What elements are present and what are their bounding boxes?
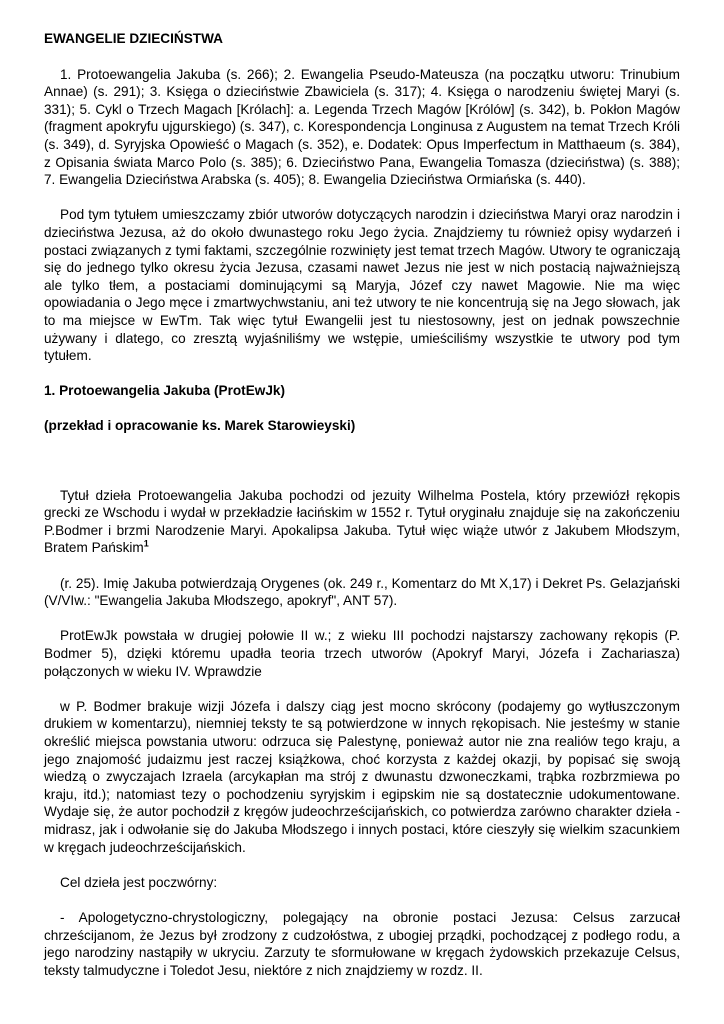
document-title: EWANGELIE DZIECIŃSTWA [44,31,223,46]
section-heading: 1. Protoewangelia Jakuba (ProtEwJk) [44,383,285,399]
body-paragraph-purpose: Cel dzieła jest poczwórny: [60,874,218,890]
body-paragraph-name-confirmation: (r. 25). Imię Jakuba potwierdzają Orygenes (ok. 249 r., Komentarz do Mt X,17) i Dekret Ps. Gelazjański (V/VIw.: "Ewangelia Jakuba Młodszego, apokryf", ANT 57). [44,575,680,609]
contents-paragraph: 1. Protoewangelia Jakuba (s. 266); 2. Ewangelia Pseudo-Mateusza (na początku utworu: Trinubium Annae) (s. 291); 3. Księga o dzieciństwie Zbawiciela (s. 317); 4. Księga o narodzeniu świętej Maryi (s. 331); 5. Cykl o Trzech Magach [Królach]: a. Legenda Trzech Magów [Królów] (s. 342), b. Pokłon Magów (fragment apokryfu ujgurskiego) (s. 347), c. Korespondencja Longinusa z Augustem na temat Trzech Króli (s. 349), d. Syryjska Opowieść o Magach (s. 352), e. Dodatek: Opus Imperfectum in Matthaeum (s. 384), z Opisania świata Marco Polo (s. 385); 6. Dzieciństwo Pana, Ewangelia Tomasza (dzieciństwa) (s. 388); 7. Ewangelia Dzieciństwa Arabska (s. 405); 8. Ewangelia Dzieciństwa Ormiańska (s. 440). [44,66,680,188]
body-paragraph-text: Tytuł dzieła Protoewangelia Jakuba pochodzi od jezuity Wilhelma Postela, który przewiózł rękopis grecki ze Wschodu i wydał w przekładzie łacińskim w 1552 r. Tytuł oryginału znajduje się na zakończeniu P.Bodmer i brzmi Narodzenie Maryi. Apokalipsa Jakuba. Tytuł więc wiąże utwór z Jakubem Młodszym, Bratem Pańskim [44,487,680,556]
footnote-marker: 1 [143,538,149,549]
blank-spacer [44,453,680,487]
document-page [44,30,680,997]
body-paragraph-provenance: w P. Bodmer brakuje wizji Józefa i dalszy ciąg jest mocno skrócony (podajemy go wytłuszczonym drukiem w komentarzu), niemniej teksty te są potwierdzone w innych rękopisach. Nie jesteśmy w stanie określić miejsca powstania utworu: odrzuca się Palestynę, ponieważ autor nie zna realiów tego kraju, a jego znajomość judaizmu jest raczej książkowa, choć korzysta z każdej okazji, by popisać się swoją wiedzą o zwyczajach Izraela (arcykapłan ma strój z dwunastu dzwoneczkami, trąbka rozbrzmiewa po kraju, itd.); natomiast tezy o pochodzeniu syryjskim i egipskim nie są dostatecznie udokumentowane. Wydaje się, że autor pochodził z kręgów judeochrześcijańskich, co potwierdza zarówno charakter dzieła - midrasz, jak i odwołanie się do Jakuba Młodszego i innych postaci, które cieszyły się wielkim szacunkiem w kręgach judeochrześcijańskich. [44,698,680,855]
body-paragraph-title-origin [44,487,680,557]
section-subheading: (przekład i opracowanie ks. Marek Starowieyski) [44,418,356,434]
intro-paragraph: Pod tym tytułem umieszczamy zbiór utworów dotyczących narodzin i dzieciństwa Maryi oraz narodzin i dzieciństwa Jezusa, aż do około dwunastego roku Jego życia. Znajdziemy tu również opisy wydarzeń i postaci związanych z tymi faktami, szczególnie rozwinięty jest temat trzech Magów. Utwory te ograniczają się do jednego tylko okresu życia Jezusa, czasami nawet Jezus nie jest w nich postacią najważniejszą ale tylko tłem, a postaciami dominującymi są Maryja, Józef czy nawet Magowie. Nie ma więc opowiadania o Jego męce i zmartwychwstaniu, ani też utwory te nie koncentrują się na Jego słowach, jak to ma miejsce w EwTm. Tak więc tytuł Ewangelii jest tu niestosowny, jest on jednak powszechnie używany i dlatego, co zresztą wyjaśniliśmy we wstępie, umieściliśmy wszystkie te utwory pod tym tytułem. [44,207,680,364]
body-paragraph-apologetic: - Apologetyczno-chrystologiczny, polegający na obronie postaci Jezusa: Celsus zarzucał chrześcijanom, że Jezus był zrodzony z cudzołóstwa, z ubogiej prządki, pochodzącej z podłego rodu, a jego narodziny nastąpiły w ukryciu. Zarzuty te sformułowane w kręgach żydowskich przekazuje Celsus, teksty talmudyczne i Toledot Jesu, niektóre z nich znajdziemy w rozdz. II. [44,909,680,978]
body-paragraph-dating: ProtEwJk powstała w drugiej połowie II w.; z wieku III pochodzi najstarszy zachowany rękopis (P. Bodmer 5), dzięki któremu upadła teoria trzech utworów (Apokryf Maryi, Józefa i Zachariasza) połączonych w wieku IV. Wprawdzie [44,628,680,679]
